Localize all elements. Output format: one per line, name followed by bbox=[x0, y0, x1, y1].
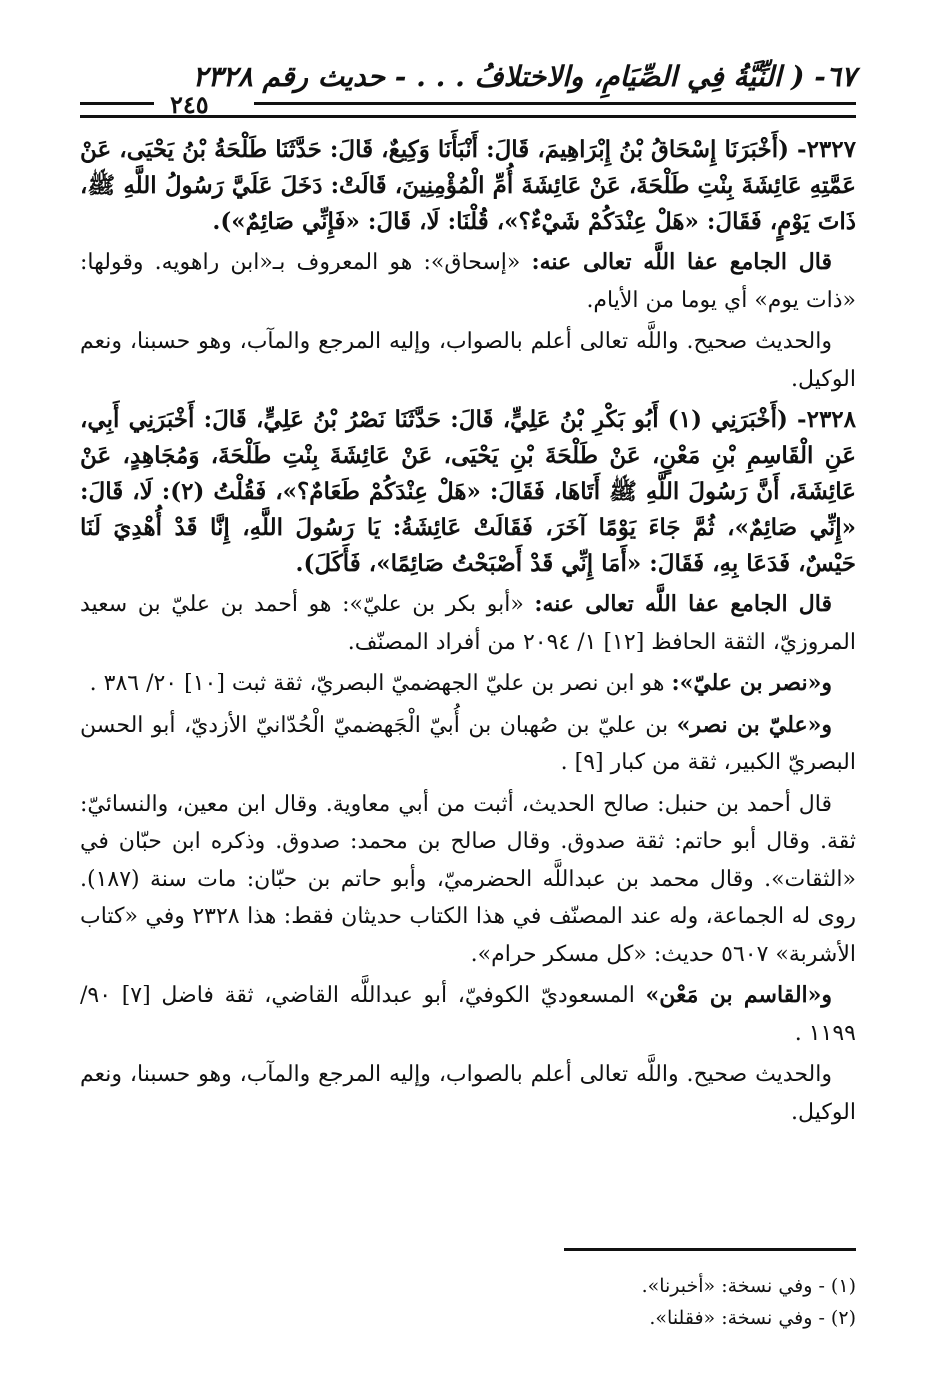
hadith-2327 bbox=[80, 132, 856, 240]
narrator-text: هو ابن نصر بن عليّ الجهضميّ البصريّ، ثقة ثبت [١٠] ٢٠/ ٣٨٦ . bbox=[89, 671, 672, 696]
narrator-name: و«نصر بن عليّ»: bbox=[671, 670, 832, 696]
closing-paragraph bbox=[80, 1056, 856, 1131]
page-number: ٢٤٥ bbox=[170, 90, 209, 119]
footnotes bbox=[80, 1270, 856, 1334]
narrator-paragraph bbox=[80, 977, 856, 1052]
header-title: ٦٧- ( النِّيَّةُ فِي الصِّيَامِ، والاختلافُ . . . - حديث رقم ٢٣٢٨ bbox=[192, 60, 856, 93]
closing-text: والحديث صحيح. واللَّه تعالى أعلم بالصواب، وإليه المرجع والمآب، وهو حسبنا، ونعم الوكيل. bbox=[80, 1062, 856, 1125]
commentary-lead: قال الجامع عفا اللَّه تعالى عنه: bbox=[531, 249, 832, 275]
commentary-text: «أبو بكر بن عليّ»: هو أحمد بن عليّ بن سعيد المروزيّ، الثقة الحافظ [١٢] ١/ ٢٠٩٤ من أفراد المصنّف. bbox=[80, 592, 856, 655]
footnote-divider bbox=[564, 1248, 856, 1251]
closing-paragraph bbox=[80, 323, 856, 398]
narrator-text: بن عليّ بن صُهبان بن أُبيّ الْجَهضميّ الْحُدّانيّ الأزديّ، أبو الحسن البصريّ الكبير، ثقة من كبار [٩] . bbox=[80, 712, 856, 775]
commentary-text: «إسحاق»: هو المعروف بـ«ابن راهويه. وقولها: «ذات يوم» أي يوما من الأيام. bbox=[80, 250, 856, 313]
commentary-paragraph bbox=[80, 244, 856, 319]
narrator-text: المسعوديّ الكوفيّ، أبو عبداللَّه القاضي، ثقة فاضل [٧] ٩٠/ ١١٩٩ . bbox=[80, 983, 856, 1046]
biography-paragraph bbox=[80, 786, 856, 974]
main-text bbox=[80, 132, 856, 1135]
hadith-text: ٢٣٢٨- (أَخْبَرَنِي (١) أَبُو بَكْرِ بْنُ عَلِيٍّ، قَالَ: حَدَّثَنَا نَصْرُ بْنُ عَلِيٍّ، قَالَ: أَخْبَرَنِي أَبِي، عَنِ الْقَاسِمِ بْنِ مَعْنٍ، عَنْ طَلْحَةَ بْنِ يَحْيَى، عَنْ عَائِشَةَ بِنْتِ طَلْحَةَ، وَمُجَاهِدٍ، عَنْ عَائِشَةَ، أَنَّ رَسُولَ اللَّهِ ﷺ أَتَاهَا، فَقَالَ: «هَلْ عِنْدَكُمْ طَعَامٌ؟»، فَقُلْتُ (٢): لَا، قَالَ: «إِنِّي صَائِمٌ»، ثُمَّ جَاءَ يَوْمًا آخَرَ، فَقَالَتْ عَائِشَةُ: يَا رَسُولَ اللَّهِ، إِنَّا قَدْ أُهْدِيَ لَنَا حَيْسٌ، فَدَعَا بِهِ، فَقَالَ: «أَمَا إِنِّي قَدْ أَصْبَحْتُ صَائِمًا»، فَأَكَلَ). bbox=[80, 406, 857, 577]
narrator-name: و«القاسم بن مَعْن» bbox=[645, 982, 833, 1008]
hadith-2328 bbox=[80, 402, 856, 582]
narrator-paragraph bbox=[80, 707, 856, 782]
running-header bbox=[80, 60, 856, 119]
commentary-paragraph bbox=[80, 586, 856, 661]
narrator-paragraph bbox=[80, 665, 856, 703]
hadith-text: ٢٣٢٧- (أَخْبَرَنَا إِسْحَاقُ بْنُ إِبْرَاهِيمَ، قَالَ: أَنْبَأَنَا وَكِيعٌ، قَالَ: حَدَّثَنَا طَلْحَةُ بْنُ يَحْيَى، عَنْ عَمَّتِهِ عَائِشَةَ بِنْتِ طَلْحَةَ، عَنْ عَائِشَةَ أُمِّ الْمُؤْمِنِينَ، قَالَتْ: دَخَلَ عَلَيَّ رَسُولُ اللَّهِ ﷺ، ذَاتَ يَوْمٍ، فَقَالَ: «هَلْ عِنْدَكُمْ شَيْءٌ؟»، قُلْنَا: لَا، قَالَ: «فَإِنِّي صَائِمٌ»). bbox=[80, 136, 856, 235]
narrator-name: و«عليّ بن نصر» bbox=[676, 711, 832, 738]
closing-text: والحديث صحيح. واللَّه تعالى أعلم بالصواب، وإليه المرجع والمآب، وهو حسبنا، ونعم الوكيل. bbox=[80, 329, 856, 392]
biography-text: قال أحمد بن حنبل: صالح الحديث، أثبت من أبي معاوية. وقال ابن معين، والنسائيّ: ثقة. وقال أبو حاتم: ثقة صدوق. وقال صالح بن محمد: صدوق. وذكره ابن حبّان في «الثقات». وقال محمد بن عبداللَّه الحضرميّ، وأبو حاتم بن حبّان: مات سنة (١٨٧). روى له الجماعة، وله عند المصنّف في هذا الكتاب حديثان فقط: هذا ٢٣٢٨ وفي «كتاب الأشربة» ٥٦٠٧ حديث: «كل مسكر حرام». bbox=[80, 791, 856, 967]
commentary-lead: قال الجامع عفا اللَّه تعالى عنه: bbox=[534, 591, 833, 617]
footnote-2: (٢) - وفي نسخة: «فقلنا». bbox=[649, 1307, 856, 1329]
footnote-1: (١) - وفي نسخة: «أخبرنا». bbox=[641, 1275, 856, 1297]
